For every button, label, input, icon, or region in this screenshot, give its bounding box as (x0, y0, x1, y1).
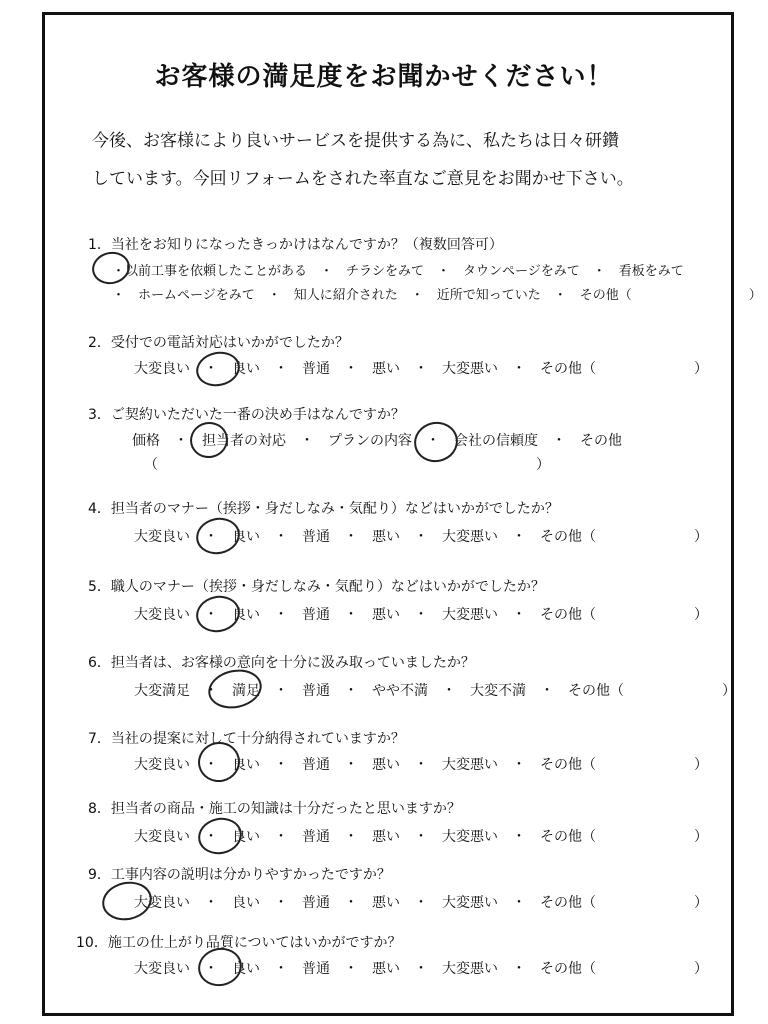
question-3-options-line-1: 価格 ・ 担当者の対応 ・ プランの内容 ・ 会社の信頼度 ・ その他 (132, 433, 622, 449)
question-6-options: 大変満足 ・ 満足 ・ 普通 ・ やや不満 ・ 大変不満 ・ その他（ ） (134, 683, 736, 699)
question-8-options: 大変良い ・ 良い ・ 普通 ・ 悪い ・ 大変悪い ・ その他（ ） (134, 829, 708, 845)
question-7-label: 7．当社の提案に対して十分納得されていますか？ (88, 731, 405, 747)
question-10-options: 大変良い ・ 良い ・ 普通 ・ 悪い ・ 大変悪い ・ その他（ ） (134, 961, 708, 977)
question-5-label: 5．職人のマナー（挨拶・身だしなみ・気配り）などはいかがでしたか？ (88, 579, 545, 595)
intro-line: 今後、お客様により良いサービスを提供する為に、私たちは日々研鑽 (92, 131, 619, 151)
intro-line: しています。今回リフォームをされた率直なご意見をお聞かせ下さい。 (92, 169, 634, 189)
question-1-options-line-2: ・ ホームページをみて ・ 知人に紹介された ・ 近所で知っていた ・ その他（ ） (112, 288, 762, 303)
question-10-label: 10．施工の仕上がり品質についてはいかがですか？ (76, 935, 402, 951)
survey-intro (92, 122, 712, 198)
question-5-options: 大変良い ・ 良い ・ 普通 ・ 悪い ・ 大変悪い ・ その他（ ） (134, 607, 708, 623)
question-1-options-line-1: ・以前工事を依頼したことがある ・ チラシをみて ・ タウンページをみて ・ 看板をみて (112, 264, 684, 279)
survey-title: お客様の満足度をお聞かせください！ (154, 62, 614, 92)
question-2-label: 2．受付での電話対応はいかがでしたか？ (88, 335, 349, 351)
question-1-label: 1．当社をお知りになったきっかけはなんですか？（複数回答可） (88, 237, 503, 253)
question-8-label: 8．担当者の商品・施工の知識は十分だったと思いますか？ (88, 801, 461, 817)
question-9-options: 大変良い ・ 良い ・ 普通 ・ 悪い ・ 大変悪い ・ その他（ ） (134, 895, 708, 911)
question-9-label: 9．工事内容の説明は分かりやすかったですか？ (88, 867, 391, 883)
question-2-options: 大変良い ・ 良い ・ 普通 ・ 悪い ・ 大変悪い ・ その他（ ） (134, 361, 708, 377)
question-3-options-line-2: （ ） (144, 457, 550, 473)
question-4-label: 4．担当者のマナー（挨拶・身だしなみ・気配り）などはいかがでしたか？ (88, 501, 559, 517)
question-4-options: 大変良い ・ 良い ・ 普通 ・ 悪い ・ 大変悪い ・ その他（ ） (134, 529, 708, 545)
question-3-label: 3．ご契約いただいた一番の決め手はなんですか？ (88, 407, 405, 423)
question-7-options: 大変良い ・ 良い ・ 普通 ・ 悪い ・ 大変悪い ・ その他（ ） (134, 757, 708, 773)
question-6-label: 6．担当者は、お客様の意向を十分に汲み取っていましたか？ (88, 655, 475, 671)
